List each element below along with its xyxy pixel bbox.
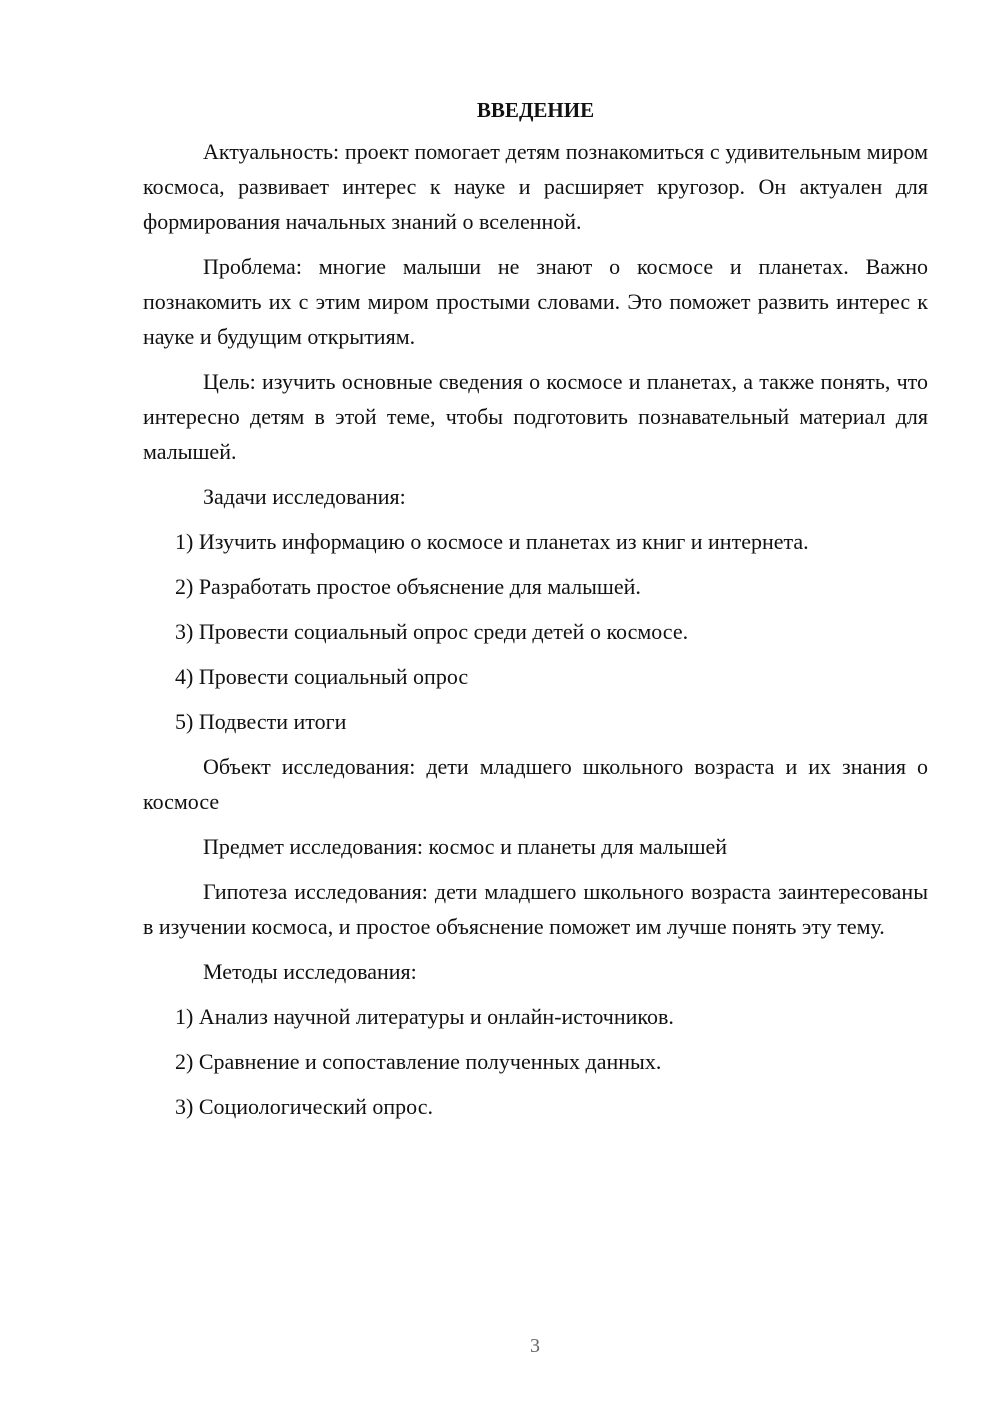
page-number: 3 [530, 1335, 540, 1357]
task-item: 5) Подвести итоги [175, 709, 347, 734]
goal-paragraph: Цель: изучить основные сведения о космосе и планетах, а также понять, что интересно детям в этой теме, чтобы подготовить познавательный материал для малышей. [143, 369, 928, 464]
task-item: 3) Провести социальный опрос среди детей о космосе. [175, 619, 689, 644]
task-item: 2) Разработать простое объяснение для малышей. [175, 574, 641, 599]
tasks-heading: Задачи исследования: [203, 484, 406, 509]
methods-heading: Методы исследования: [203, 959, 417, 984]
task-item: 1) Изучить информацию о космосе и планетах из книг и интернета. [175, 529, 809, 554]
subject-paragraph: Предмет исследования: космос и планеты для малышей [203, 834, 728, 859]
page-content [143, 96, 928, 1134]
object-paragraph: Объект исследования: дети младшего школьного возраста и их знания о космосе [143, 754, 928, 814]
section-title: ВВЕДЕНИЕ [476, 98, 595, 122]
method-item: 2) Сравнение и сопоставление полученных данных. [175, 1049, 662, 1074]
relevance-paragraph: Актуальность: проект помогает детям познакомиться с удивительным миром космоса, развивает интерес к науке и расширяет кругозор. Он актуален для формирования начальных знаний о вселенной. [143, 139, 928, 234]
hypothesis-paragraph: Гипотеза исследования: дети младшего школьного возраста заинтересованы в изучении космоса, и простое объяснение поможет им лучше понять эту тему. [143, 879, 928, 939]
tasks-list [143, 524, 928, 739]
method-item: 3) Социологический опрос. [175, 1094, 433, 1119]
problem-paragraph: Проблема: многие малыши не знают о космосе и планетах. Важно познакомить их с этим миром простыми словами. Это поможет развить интерес к науке и будущим открытиям. [143, 254, 928, 349]
task-item: 4) Провести социальный опрос [175, 664, 469, 689]
methods-list [143, 999, 928, 1124]
method-item: 1) Анализ научной литературы и онлайн-источников. [175, 1004, 674, 1029]
